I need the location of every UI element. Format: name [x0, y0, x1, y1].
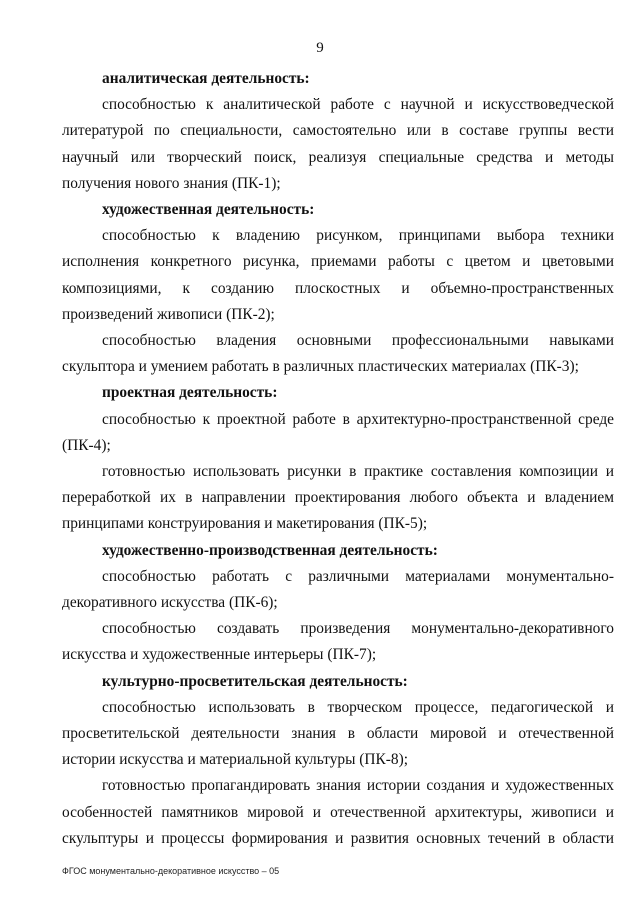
paragraph-pk9-continued: готовностью пропагандировать знания истории создания и художественных особенностей памятников мировой и отечественной архитектуры, живописи и скульптуры и процессы формирования и развития основных течений в области: [62, 777, 614, 847]
section-heading-art-production: художественно-производственная деятельность:: [102, 541, 438, 559]
page-number: 9: [316, 40, 324, 56]
page-footer: ФГОС монументально-декоративное искусство – 05: [62, 866, 280, 876]
paragraph-pk5: готовностью использовать рисунки в практике составления композиции и переработкой их в направлении проектирования любого объекта и владением принципами конструирования и макетирования (ПК-5);: [62, 463, 614, 533]
paragraph-pk8: способностью использовать в творческом процессе, педагогической и просветительской деятельности знания в области мировой и отечественной истории искусства и материальной культуры (ПК-8);: [62, 698, 614, 769]
paragraph-pk3: способностью владения основными профессиональными навыками скульптора и умением работать в различных пластических материалах (ПК-3);: [62, 332, 614, 376]
section-heading-design: проектная деятельность:: [102, 384, 278, 402]
paragraph-pk7: способностью создавать произведения монументально-декоративного искусства и художественные интерьеры (ПК-7);: [62, 620, 614, 664]
paragraph-pk2: способностью к владению рисунком, принципами выбора техники исполнения конкретного рисунка, приемами работы с цветом и цветовыми композициями, к созданию плоскостных и объемно-пространственных произведений живописи (ПК-2);: [62, 227, 614, 323]
paragraph-pk6: способностью работать с различными материалами монументально-декоративного искусства (ПК-6);: [62, 567, 614, 612]
paragraph-pk4: способностью к проектной работе в архитектурно-пространственной среде (ПК-4);: [62, 410, 614, 454]
section-heading-artistic: художественная деятельность:: [102, 201, 315, 219]
document-body: [62, 66, 614, 852]
paragraph-pk1: способностью к аналитической работе с научной и искусствоведческой литературой по специальности, самостоятельно или в составе группы вести научный или творческий поиск, реализуя специальные средства и методы получения нового знания (ПК-1);: [62, 96, 614, 192]
section-heading-analytical: аналитическая деятельность:: [102, 70, 310, 87]
section-heading-cultural-educational: культурно-просветительская деятельность:: [102, 672, 408, 690]
